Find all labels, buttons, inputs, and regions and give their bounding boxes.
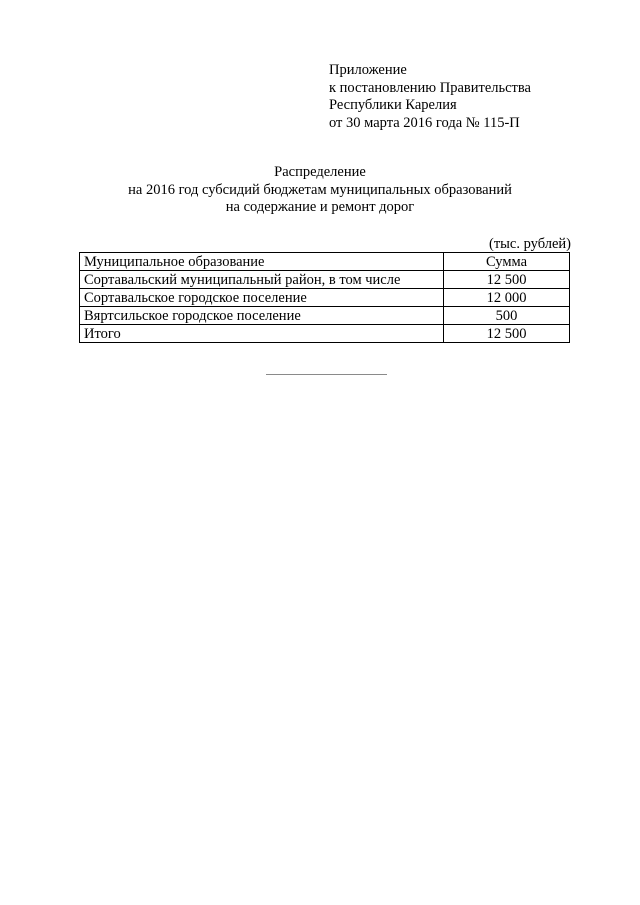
document-title [0,164,640,217]
units-note: (тыс. рублей) [489,236,571,252]
sum-cell: 12 000 [444,289,570,307]
municipality-cell: Сортавальский муниципальный район, в том числе [80,271,444,289]
appendix-line: Республики Карелия [329,97,457,113]
title-line: на 2016 год субсидий бюджетам муниципальных образований [128,181,512,198]
distribution-table [79,252,570,343]
title-line: на содержание и ремонт дорог [225,199,415,215]
closing-divider [266,374,387,375]
column-header-municipality: Муниципальное образование [80,253,444,271]
table-row [80,271,570,289]
appendix-line: к постановлению Правительства [329,79,531,96]
appendix-line: от 30 марта 2016 года № 115-П [329,114,520,131]
appendix-block [329,62,531,132]
municipality-cell: Сортавальское городское поселение [80,289,444,307]
table-header-row [80,253,570,271]
sum-cell: 500 [444,307,570,325]
total-sum-cell: 12 500 [444,325,570,343]
table-row [80,307,570,325]
table-total-row [80,325,570,343]
municipality-cell: Вяртсильское городское поселение [80,307,444,325]
appendix-line: Приложение [329,62,407,78]
sum-cell: 12 500 [444,271,570,289]
total-label-cell: Итого [80,325,444,343]
title-line: Распределение [274,164,366,180]
table-row [80,289,570,307]
column-header-sum: Сумма [444,253,570,271]
